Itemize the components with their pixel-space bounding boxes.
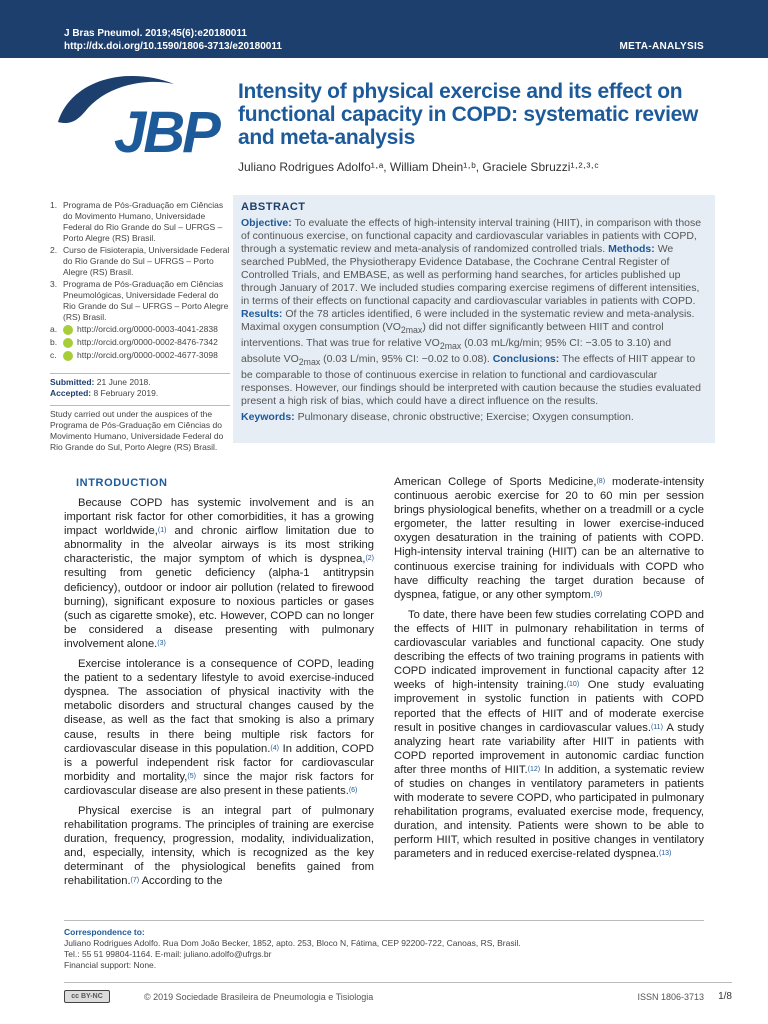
correspondence-address: Juliano Rodrigues Adolfo. Rua Dom João Becker, 1852, apto. 253, Bloco N, Fátima, CEP 92200-722, Canoas, RS, Brasil.	[64, 938, 521, 948]
reference-link[interactable]: (8)	[596, 478, 606, 485]
correspondence-contact[interactable]: Tel.: 55 51 99804-1164. E-mail: juliano.adolfo@ufrgs.br	[64, 949, 272, 959]
study-note: Study carried out under the auspices of the Programa de Pós-Graduação em Ciências do Movimento Humano, Universidade Federal do Rio Grande do Sul, Porto Alegre (RS) Brasil.	[50, 405, 230, 453]
paragraph: Because COPD has systemic involvement and is an important risk factor for other comorbidities, it has a growing impact worldwide,$^{(1)}$ and chronic airflow limitation due to abnormality in the alveolar airways is its most striking characteristic, the major symptom of which is dyspnea,$^{(2)}$ resulting from genetic deficiency (alpha-1 antitrypsin deficiency), outdoor or indoor air pollution (related to firewood burning), significant exposure to noxious particles or gases (such as cigarette smoke), etc. However, COPD can no longer be considered a disease presenting with pulmonary involvement alone.$^{(3)}$	[64, 497, 374, 650]
journal-reference: J Bras Pneumol. 2019;45(6):e20180011	[64, 28, 247, 39]
author-list: Juliano Rodrigues Adolfo¹·ᵃ, William Dhein¹·ᵇ, Graciele Sbruzzi¹·²·³·ᶜ	[238, 160, 599, 174]
correspondence-heading: Correspondence to:	[64, 927, 145, 937]
reference-link[interactable]: (5)	[187, 772, 196, 780]
reference-link[interactable]: (13)	[658, 850, 672, 858]
affiliation-item: 1. Programa de Pós-Graduação em Ciências do Movimento Humano, Universidade Federal do Rio Grande do Sul – UFRGS – Porto Alegre (RS) Brasil.	[50, 200, 224, 243]
orcid-item[interactable]: a. http://orcid.org/0000-0003-4041-2838	[50, 324, 218, 334]
reference-link[interactable]: (2)	[365, 555, 374, 563]
page-footer	[64, 982, 732, 1006]
correspondence-block	[64, 920, 704, 971]
affiliation-item: 3. Programa de Pós-Graduação em Ciências Pneumológicas, Universidade Federal do Rio Grande do Sul – UFRGS – Porto Alegre (RS) Brasil.	[50, 279, 229, 322]
abstract-box	[233, 195, 715, 443]
keywords: Keywords: Pulmonary disease, chronic obstructive; Exercise; Oxygen consumption.	[241, 411, 634, 424]
orcid-icon	[63, 351, 73, 361]
issn: ISSN 1806-3713	[637, 992, 704, 1002]
body-column-right	[394, 475, 704, 868]
orcid-icon	[63, 325, 73, 335]
reference-link[interactable]: (9)	[593, 590, 603, 598]
reference-link[interactable]: (12)	[527, 765, 541, 773]
affiliation-item: 2. Curso de Fisioterapia, Universidade Federal do Rio Grande do Sul – UFRGS – Porto Alegre (RS) Brasil.	[50, 245, 230, 277]
copyright: © 2019 Sociedade Brasileira de Pneumologia e Tisiologia	[144, 992, 374, 1002]
reference-link[interactable]: (4)	[270, 744, 279, 752]
orcid-icon	[63, 338, 73, 348]
paragraph: Physical exercise is an integral part of pulmonary rehabilitation programs. The principles of training are exercise duration, frequency, progression, modality, individualization, and, especially, intensity, which is recognized as the key determinant of the physiological benefits gained from rehabilitation.$^{(7)}$ According to the	[64, 804, 374, 888]
reference-link[interactable]: (7)	[130, 877, 140, 885]
journal-header-bar	[0, 0, 768, 58]
section-label: META-ANALYSIS	[619, 41, 704, 52]
orcid-item[interactable]: c. http://orcid.org/0000-0002-4677-3098	[50, 350, 218, 360]
paragraph: To date, there have been few studies correlating COPD and the effects of HIIT in pulmonary rehabilitation in terms of cardiovascular variables and functional capacity. One study describing the effects of two training programs in patients with COPD indicated improvement in functional capacity after 12 weeks of high-intensity training.$^{(10)}$ One study evaluating improvement in systolic function in patients with COPD reported that the effects of HIIT and of moderate exercise result in positive changes in cardiovascular values.$^{(11)}$ A study analyzing heart rate variability after HIIT in patients with COPD reported improvement in autonomic cardiac function after three months of HIIT.$^{(12)}$ In addition, a systematic review of studies on changes in ventilatory parameters in patients with moderate to severe COPD, who participated in pulmonary rehabilitation programs, evaluated exercise mode, frequency, duration, and intensity. Patients were shown to be able to perform HIIT, which resulted in positive changes in ventilatory parameters and in reduced exercise-related dyspnea.$^{(13)}$	[394, 608, 704, 861]
orcid-item[interactable]: b. http://orcid.org/0000-0002-8476-7342	[50, 337, 218, 347]
introduction-heading: INTRODUCTION	[76, 477, 168, 489]
doi-link[interactable]: http://dx.doi.org/10.1590/1806-3713/e20180011	[64, 41, 282, 52]
abstract-heading: ABSTRACT	[241, 201, 306, 213]
cc-license-badge[interactable]: cc BY-NC	[64, 990, 110, 1003]
financial-support: Financial support: None.	[64, 960, 157, 970]
reference-link[interactable]: (3)	[157, 639, 166, 647]
paragraph: American College of Sports Medicine,$^{(8)}$ moderate-intensity continuous aerobic exercise for 20 to 60 min per session brings physiological benefits, whether on a treadmill or a cycle ergometer, the latter resulting in lower exercise-induced oxygen desaturation in the training of patients with COPD. High-intensity interval training (HIIT) can be an alternative to continuous exercise training for individuals with COPD who have difficulty reaching the target duration because of dyspnea, fatigue, or any other symptom.$^{(9)}$	[394, 476, 704, 601]
submission-dates: Submitted: 21 June 2018. Accepted: 8 February 2019.	[50, 373, 230, 399]
abstract-text: Objective: To evaluate the effects of high-intensity interval training (HIIT), in comparison with those of continuous exercise, on functional capacity and cardiovascular variables in patients with COPD, through a systematic review and meta-analysis of randomized controlled trials. Methods: We searched PubMed, the Physiotherapy Evidence Database, the Cochrane Central Register of Controlled Trials, and EMBASE, as well as performing hand searches, for articles published up through January of 2017. We included studies comparing exercise regimens of different intensities, in terms of their effects on functional capacity and cardiovascular variables in patients with COPD. Results: Of the 78 articles identified, 6 were included in the systematic review and meta-analysis. Maximal oxygen consumption $(VO_{2max})$ did not differ significantly between HIIT and control interventions. That was true for relative $VO_{2max}$ (0.03 mL/kg/min; 95% CI: −3.05 to 3.10) and absolute $VO_{2max}$ (0.03 L/min, 95% CI: −0.02 to 0.08). Conclusions: The effects of HIIT appear to be comparable to those of continuous exercise in relation to functional and cardiovascular responses. However, our findings should be interpreted with caution because the studies evaluated present a high risk of bias, which could have a direct influence on the results.	[241, 217, 702, 408]
reference-link[interactable]: (1)	[157, 527, 167, 535]
logo-text: JBP	[114, 100, 218, 164]
reference-link[interactable]: (11)	[650, 723, 663, 731]
reference-link[interactable]: (10)	[566, 681, 580, 689]
paragraph: Exercise intolerance is a consequence of COPD, leading the patient to a sedentary lifestyle to avoid exercise-induced dyspnea. The association of physical inactivity with the metabolic disorders and structural changes caused by the disease, as well as the fact that smoking is also a primary cause, results in there being multiple risk factors for cardiovascular disease in this population.$^{(4)}$ In addition, COPD is a powerful independent risk factor for cardiovascular morbidity and mortality,$^{(5)}$ since the major risk factors for cardiovascular disease are also present in these patients.$^{(6)}$	[64, 658, 375, 797]
article-title: Intensity of physical exercise and its effect on functional capacity in COPD: systematic review and meta-analysis	[238, 80, 699, 149]
affiliations-sidebar	[50, 200, 230, 453]
jbp-logo	[52, 70, 228, 164]
body-column-left	[64, 496, 374, 895]
reference-link[interactable]: (6)	[348, 786, 358, 794]
page-number: 1/8	[718, 991, 732, 1002]
